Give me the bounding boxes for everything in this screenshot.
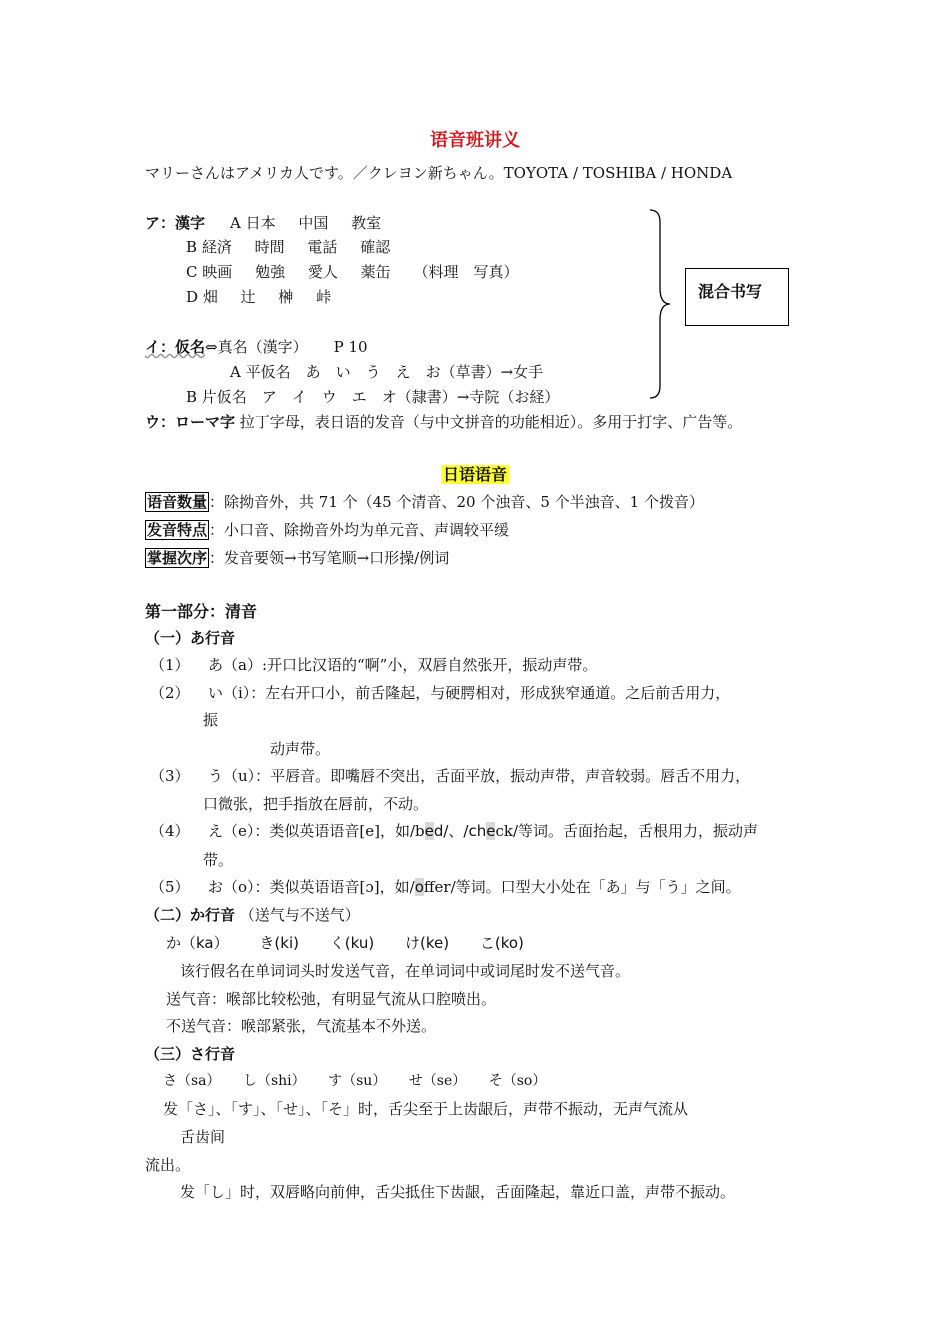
kana-hiragana: A 平仮名 あ い う え お（草書）→女手 <box>230 363 544 381</box>
fact-count <box>145 491 704 512</box>
item-continuation: 振 <box>203 711 219 729</box>
ka-syllables <box>166 932 524 953</box>
syllable: き(ki) <box>259 934 299 952</box>
syllable: さ（sa） <box>163 1073 221 1089</box>
part1-heading: 第一部分：清音 <box>145 602 258 621</box>
syllable: か（ka） <box>166 934 229 952</box>
item-text: ffer/等词。口型大小处在「あ」与「う」之间。 <box>423 878 741 896</box>
item-text: d/、/ch <box>433 822 487 840</box>
ka-row-note: （送气与不送气） <box>239 906 360 924</box>
highlighted-letter: o <box>414 878 424 896</box>
kanji-word: 辻 <box>240 288 256 306</box>
list-item <box>150 765 750 786</box>
page-title: 语音班讲义 <box>430 130 520 151</box>
kanji-word: 愛人 <box>307 263 338 281</box>
fact-text: ：小口音、除拗音外均为单元音、声调较平缓 <box>209 521 510 539</box>
ka-line: 不送气音：喉部紧张，气流基本不外送。 <box>166 1017 437 1035</box>
syllable: す（su） <box>328 1073 387 1089</box>
kana-label: イ：仮名 <box>145 338 206 356</box>
kanji-row-b <box>186 236 390 257</box>
kanji-label: ア：漢字 <box>145 214 206 232</box>
kana-page: P 10 <box>333 338 368 356</box>
kanji-word: 電話 <box>307 238 338 256</box>
curly-brace-icon <box>648 208 688 400</box>
item-continuation: 带。 <box>203 851 234 869</box>
romaji-label: ウ：ローマ字 <box>145 413 236 431</box>
sa-row-heading: （三）さ行音 <box>145 1045 236 1063</box>
kanji-word: 榊 <box>278 288 294 306</box>
mixed-writing-box: 混合书写 <box>685 268 789 326</box>
item-text: え（e）：类似英语语音[e]，如/b <box>208 822 425 840</box>
sa-line-end: 流出。 <box>145 1156 191 1174</box>
ka-row-heading-line <box>145 904 360 925</box>
kanji-word: 映画 <box>202 263 233 281</box>
fact-text: ：发音要领→书写笔顺→口形操/例词 <box>209 549 450 567</box>
kanji-word: 勉強 <box>255 263 286 281</box>
syllable: し（shi） <box>242 1073 306 1089</box>
section-heading <box>0 462 950 485</box>
kanji-row-c-extra: （料理 写真） <box>413 263 519 281</box>
item-text: い（i）：左右开口小，前舌隆起，与硬腭相对，形成狭窄通道。之后前舌用力， <box>208 684 731 702</box>
kanji-word: 中国 <box>298 214 329 232</box>
item-number: （2） <box>150 684 190 702</box>
kanji-row-b-tag: B <box>186 238 198 256</box>
kanji-word: 確認 <box>360 238 391 256</box>
romaji-line <box>145 411 742 432</box>
item-number: （4） <box>150 822 190 840</box>
kanji-row-d-tag: D <box>186 288 199 306</box>
kanji-word: 薬缶 <box>360 263 391 281</box>
list-item <box>150 682 730 703</box>
item-text: ck/等词。舌面抬起，舌根用力，振动声 <box>495 822 759 840</box>
kanji-word: 時間 <box>254 238 285 256</box>
fact-label: 语音数量 <box>147 493 208 511</box>
item-number: （3） <box>150 767 190 785</box>
sa-line-cont: 舌齿间 <box>180 1128 226 1146</box>
kanji-word: 教室 <box>351 214 382 232</box>
sa-syllables <box>163 1070 546 1090</box>
kanji-row-a <box>230 212 381 233</box>
item-text: お（o）：类似英语语音[ɔ]，如/ <box>208 878 415 896</box>
ka-line: 该行假名在单词词头时发送气音，在单词词中或词尾时发不送气音。 <box>180 962 631 980</box>
kanji-row-a-tag: A <box>230 214 241 232</box>
kanji-word: 経済 <box>201 238 232 256</box>
list-item <box>150 876 741 897</box>
romaji-desc: 拉丁字母，表日语的发音（与中文拼音的功能相近）。多用于打字、广告等。 <box>239 413 743 431</box>
fact-text: ：除拗音外，共 71 个（45 个清音、20 个浊音、5 个半浊音、1 个拨音） <box>209 493 704 511</box>
list-item <box>150 820 758 841</box>
ka-row-heading: （二）か行音 <box>145 906 236 924</box>
syllable: せ（se） <box>408 1073 467 1089</box>
kana-line <box>145 336 368 357</box>
list-item <box>150 654 597 675</box>
item-continuation: 口微张，把手指放在唇前，不动。 <box>203 795 429 813</box>
fact-label: 掌握次序 <box>147 549 208 567</box>
a-row-heading: （一）あ行音 <box>145 629 236 647</box>
kanji-word: 畑 <box>202 288 218 306</box>
intro-line: マリーさんはアメリカ人です。／クレヨン新ちゃん。TOYOTA / TOSHIBA / HONDA <box>145 164 733 182</box>
ka-line: 送气音：喉部比较松弛，有明显气流从口腔喷出。 <box>166 990 497 1008</box>
item-text: あ（a）:开口比汉语的“啊”小，双唇自然张开，振动声带。 <box>208 656 598 674</box>
fact-order <box>145 547 449 568</box>
section-heading-text: 日语语音 <box>442 465 507 484</box>
sa-line: 发「さ」、「す」、「せ」、「そ」时，舌尖至于上齿龈后，声带不振动，无声气流从 <box>163 1100 689 1118</box>
highlighted-letter: e <box>486 822 496 840</box>
sa-line: 发「し」时，双唇略向前伸，舌尖抵住下齿龈，舌面隆起，靠近口盖，声带不振动。 <box>180 1183 736 1201</box>
item-text: う（u）：平唇音。即嘴唇不突出，舌面平放，振动声带，声音较弱。唇舌不用力， <box>208 767 751 785</box>
item-number: （1） <box>150 656 190 674</box>
kanji-word: 峠 <box>316 288 332 306</box>
syllable: く(ku) <box>329 934 375 952</box>
fact-label: 发音特点 <box>147 521 208 539</box>
syllable: け(ke) <box>404 934 450 952</box>
highlighted-letter: e <box>424 822 434 840</box>
kanji-row-c-tag: C <box>186 263 198 281</box>
kanji-row-d <box>186 286 331 307</box>
kanji-row-c <box>186 261 518 282</box>
kana-katakana: B 片仮名 ア イ ウ エ オ（隷書）→寺院（お経） <box>186 388 560 406</box>
kanji-word: 日本 <box>245 214 276 232</box>
kana-desc: ⇔真名（漢字） <box>205 338 308 356</box>
item-number: （5） <box>150 878 190 896</box>
syllable: こ(ko) <box>479 934 524 952</box>
item-continuation: 动声带。 <box>270 740 331 758</box>
syllable: そ（so） <box>488 1073 547 1089</box>
fact-feature <box>145 519 509 540</box>
